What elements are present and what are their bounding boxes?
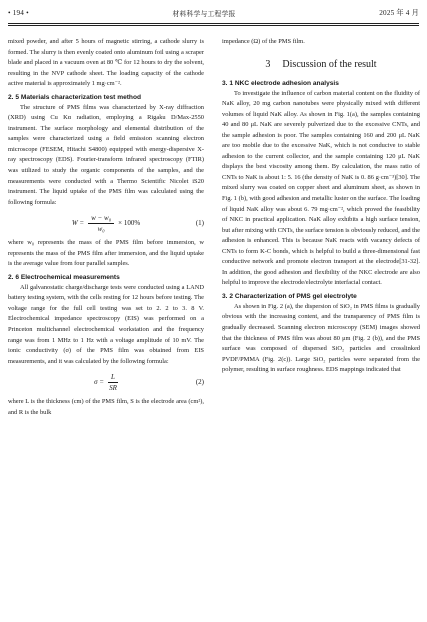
page-number: • 194 •	[8, 9, 29, 17]
header-rule	[8, 23, 419, 24]
section-heading-3-2: 3. 2 Characterization of PMS gel electrolyte	[222, 292, 357, 300]
equation-denominator: w₀	[97, 224, 105, 233]
running-header	[8, 6, 419, 20]
equation-lhs: σ =	[94, 377, 105, 386]
paragraph: The structure of PMS films was characterized by X-ray diffraction (XRD) using Cu Kα radiation, employing a Rigaku D/Max-2550 instrument. The surface morphology and elemental distribution of the samples were characterized using a field emission scanning electron microscope (FESEM, Hitachi S4800) equipped with energy-dispersive X-ray spectroscopy (EDS). Fourier-transform infrared spectroscopy (FTIR) was utilized to study the organic components of the samples, and the measurements were conducted with a Thermo Scientific Nicolet iS20 instrument. The liquid uptake of the PMS film was calculated using the following formula:	[8, 103, 204, 206]
section-heading-2-6: 2. 6 Electrochemical measurements	[8, 273, 120, 281]
header-rule-thin	[8, 25, 419, 26]
paragraph: where w₀ represents the mass of the PMS film before immersion, w represents the mass of the PMS film after immersion, and the liquid uptake is the average value from four parallel samples.	[8, 239, 204, 268]
paragraph: where L is the thickness (cm) of the PMS film, S is the electrode area (cm²), and R is the bulk	[8, 398, 204, 416]
equation-number: (2)	[195, 378, 204, 387]
equation-tail: × 100%	[118, 218, 141, 227]
equation-fraction	[108, 372, 118, 393]
journal-title: 材料科学与工程学报	[172, 10, 236, 18]
paragraph: To investigate the influence of carbon material content on the fluidity of NaK alloy, 20 mg carbon nanotubes were physically mixed with different volumes of liquid NaK alloy. As shown in Fig. 1(a), the samples containing 40 and 80 μL NaK are severely pulverized due to the excessive CNTs, and the sample adhesion is poor. The samples containing 160 and 200 μL NaK are too mobile due to the excessive NaK, which is not conducive to stable adhesion to the current collector, and the sample containing 120 μL NaK displays the best viscosity among them. By calculation, the mass ratio of CNTs to NaK is about 1: 5. 16 (the density of NaK is 0. 86 g·cm⁻³)[30]. The mixed slurry was coated on copper sheet and aluminum sheet, as shown in Fig. 1 (b), with good adhesion and metallic luster on the surface. The loading of liquid NaK alloy was about 6. 79 mg·cm⁻², which proved the feasibility of NKC in practical application. NaK alloy exhibits a high surface tension, but after mixing with CNTs, the surface tension is obviously reduced, and the adhesion is enhanced. This is because NaK reacts with vacancy defects of CNTs to form K-C bonds, which is helpful to build a three-dimensional fast conductive network and promote electron transport at the electrode[31-32]. In addition, the good adhesion and flexibility of the NKC electrode are also helpful to improve the electrode/electrolyte interfacial contact.	[222, 89, 420, 287]
section-number: 3	[265, 58, 271, 70]
equation-numerator: L	[108, 372, 118, 383]
equation-fraction	[88, 213, 114, 234]
section-heading-2-5: 2. 5 Materials characterization test method	[8, 93, 142, 101]
issue-date: 2025 年 4 月	[379, 9, 419, 17]
paragraph: mixed powder, and after 5 hours of magnetic stirring, a cathode slurry is formed. The slurry is then evenly coated onto aluminum foil using a scraper blade and placed in a vacuum oven at 80 ℃ for 12 hours to dry the solvent, resulting in the NVP cathode sheet. The loading capacity of the cathode active material is approximately 1 mg·cm⁻².	[8, 38, 204, 88]
section-heading-3	[222, 58, 420, 72]
section-heading-3-1: 3. 1 NKC electrode adhesion analysis	[222, 79, 339, 87]
equation-1	[8, 210, 204, 236]
equation-lhs: W =	[71, 218, 85, 227]
section-title: Discussion of the result	[282, 58, 377, 70]
paragraph: All galvanostatic charge/discharge tests were conducted using a LAND battery testing system, with the cells resting for 12 hours before testing. The voltage range for the full cell testing was set to 2. 2 to 3. 8 V. Electrochemical impedance spectroscopy (EIS) was performed on a Princeton multichannel electrochemical workstation and the frequency range was from 1 MHz to 1 Hz with a voltage amplitude of 10 mV. The ionic conductivity (σ) of the PMS film was obtained from EIS measurements, and it was calculated by the following formula:	[8, 283, 204, 365]
equation-2	[8, 369, 204, 395]
equation-number: (1)	[195, 219, 204, 228]
paragraph: impedance (Ω) of the PMS film.	[222, 38, 305, 45]
paragraph: As shown in Fig. 2 (a), the dispersion of SiO₂ in PMS films is gradually obvious with the increasing content, and the transparency of PMS film is gradually decreased. Scanning electron microscopy (SEM) images showed that the thickness of PMS film was about 80 μm (Fig. 2 (b)), and the PMS surface was composed of dispersed SiO₂ particles and crosslinked PVDF/PMMA (Fig. 2(c)). Large SiO₂ particles were separated from the polymer, resulting in surface roughness. EDS mappings indicated that	[222, 302, 420, 374]
equation-numerator: w − w₀	[88, 213, 114, 224]
left-column	[8, 37, 204, 418]
right-column	[222, 37, 420, 376]
equation-denominator: SR	[109, 383, 117, 392]
